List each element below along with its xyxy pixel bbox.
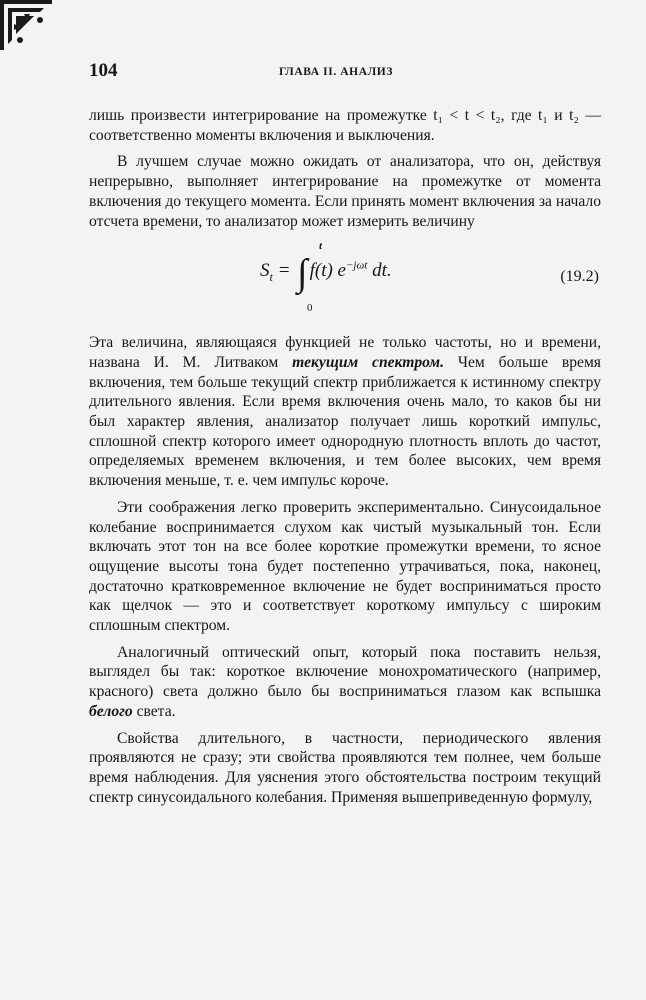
chapter-title: ГЛАВА II. АНАЛИЗ — [279, 66, 394, 78]
corner-ornament — [0, 0, 52, 50]
integral-sign: ∫ — [297, 252, 308, 295]
paragraph-5 — [89, 643, 601, 722]
paragraph-1: лишь произвести интегрирование на промежутке t₁ < t < t₂, где t₁ и t₂ — соответственно моменты включения и выключения. — [89, 107, 601, 144]
formula-19-2 — [89, 237, 601, 323]
term-white: белого — [89, 702, 133, 720]
formula-differential: dt. — [367, 260, 392, 282]
formula-lhs: S — [260, 260, 270, 282]
integral-lower-limit: 0 — [307, 302, 313, 315]
paragraph-6: Свойства длительного, в частности, периодического явления проявляются не сразу; эти свойства проявляются тем полнее, чем больше время наблюдения. Для уяснения этого обстоятельства построим текущий спектр синусоидального колебания. Применяя вышеприведенную формулу, — [89, 729, 601, 806]
paragraph-4: Эти соображения легко проверить экспериментально. Синусоидальное колебание воспринимается слухом как чистый музыкальный тон. Если включать этот тон на все более короткие промежутки времени, то ясное ощущение высоты тона будет постепенно утрачиваться, пока, наконец, достаточно кратковременное включение не будет восприниматься просто как щелчок — это и соответствует короткому импульсу с широким сплошным спектром. — [89, 498, 601, 635]
body-text — [89, 106, 601, 807]
paragraph-5-start: Аналогичный оптический опыт, который пока поставить нельзя, выглядел бы так: короткое включение монохроматического (например, красного) света должно было бы восприниматься глазом как вспышка — [89, 643, 601, 701]
paragraph-2: В лучшем случае можно ожидать от анализатора, что он, действуя непрерывно, выполняет интегрирование на промежутке от момента включения до текущего момента. Если принять момент включения за начало отсчета времени, то анализатор может измерить величину — [89, 153, 601, 230]
integral-upper-limit: t — [319, 240, 323, 253]
formula-equals: = — [277, 260, 291, 282]
paragraph-3 — [89, 333, 601, 491]
term-current-spectrum: текущим спектром. — [292, 353, 444, 371]
paragraph-3-start: Эта величина, являющаяся функцией не только частоты, но и времени, названа И. М. Литваком — [89, 334, 601, 371]
paragraph-5-end: света. — [132, 702, 176, 720]
equation-number: (19.2) — [560, 268, 599, 286]
formula-lhs-subscript: t — [269, 270, 273, 285]
running-header — [89, 60, 601, 84]
page-number: 104 — [89, 60, 118, 81]
formula-expression — [260, 252, 392, 295]
paragraph-3-rest: Чем больше время включения, тем больше текущий спектр приближается к истинному спектру длительного явления. Если время включения очень мало, то каков бы ни был характер явления, анализатор получает лишь короткий импульс, сплошной спектр которого имеет однородную плотность вплоть до частот, определяемых временем включения, и тем более высоких, чем время включения меньше, т. е. чем импульс короче. — [89, 353, 601, 490]
formula-exponent: −jωt — [346, 259, 368, 272]
formula-body: f(t) e — [309, 260, 346, 282]
